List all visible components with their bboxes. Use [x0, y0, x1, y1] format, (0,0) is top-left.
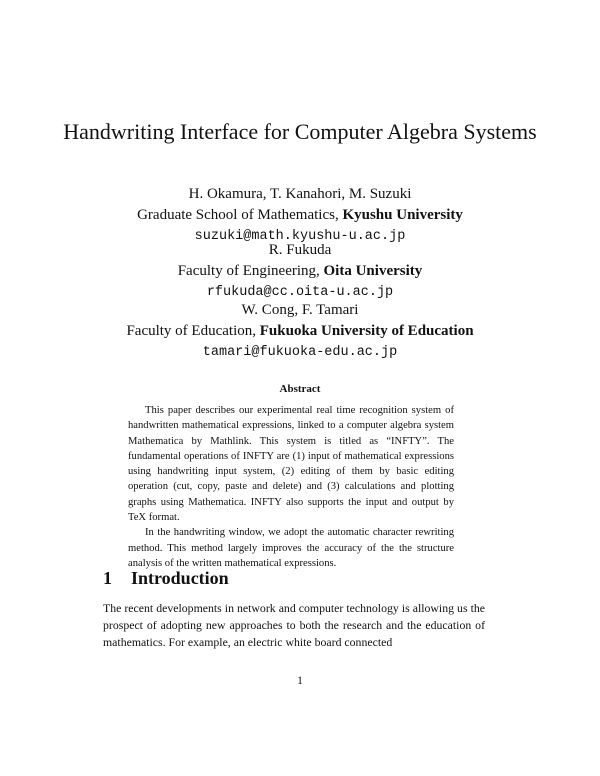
affiliation-university: Kyushu University [342, 207, 463, 223]
body-paragraph: The recent developments in network and computer technology is allowing us the prospect of adopting new approaches to both the research and the education of mathematics. For example, an electric white board connected [103, 601, 485, 650]
abstract-heading: Abstract [279, 383, 321, 395]
affiliation-university: Fukuoka University of Education [259, 323, 474, 339]
affiliation-department: Graduate School of Mathematics, [137, 207, 343, 223]
author-affiliation [60, 261, 540, 282]
author-names: H. Okamura, T. Kanahori, M. Suzuki [188, 186, 412, 202]
author-affiliation [60, 321, 540, 342]
page-number: 1 [297, 675, 303, 687]
affiliation-department: Faculty of Engineering, [177, 263, 324, 279]
author-names: R. Fukuda [268, 242, 332, 258]
author-group-1 [60, 184, 540, 247]
abstract-body [128, 403, 454, 571]
author-email: tamari@fukuoka-edu.ac.jp [202, 345, 398, 360]
section-body [103, 600, 485, 652]
section-heading [103, 568, 229, 589]
affiliation-department: Faculty of Education, [126, 323, 260, 339]
author-group-3 [60, 300, 540, 363]
abstract-paragraph: This paper describes our experimental real time recognition system of handwritten mathematical expressions, linked to a computer algebra system Mathematica by Mathlink. This system is titled as “INFTY”. The fundamental operations of INFTY are (1) input of mathematical expressions using handwriting input system, (2) editing of them by basic editing operation (cut, copy, paste and delete) and (3) calculations and plotting graphs using Mathematica. INFTY also supports the input and output by TeX format. [128, 405, 454, 524]
author-names: W. Cong, F. Tamari [241, 302, 359, 318]
author-group-2 [60, 240, 540, 303]
affiliation-university: Oita University [323, 263, 423, 279]
paper-title: Handwriting Interface for Computer Algebra Systems [63, 119, 537, 144]
section-title: Introduction [131, 568, 229, 588]
abstract-paragraph: In the handwriting window, we adopt the automatic character rewriting method. This method largely improves the accuracy of the the structure analysis of the written mathematical expressions. [128, 527, 454, 569]
author-affiliation [60, 205, 540, 226]
author-email: suzuki@math.kyushu-u.ac.jp [194, 229, 406, 244]
author-email: rfukuda@cc.oita-u.ac.jp [206, 285, 394, 300]
section-number: 1 [103, 568, 112, 588]
